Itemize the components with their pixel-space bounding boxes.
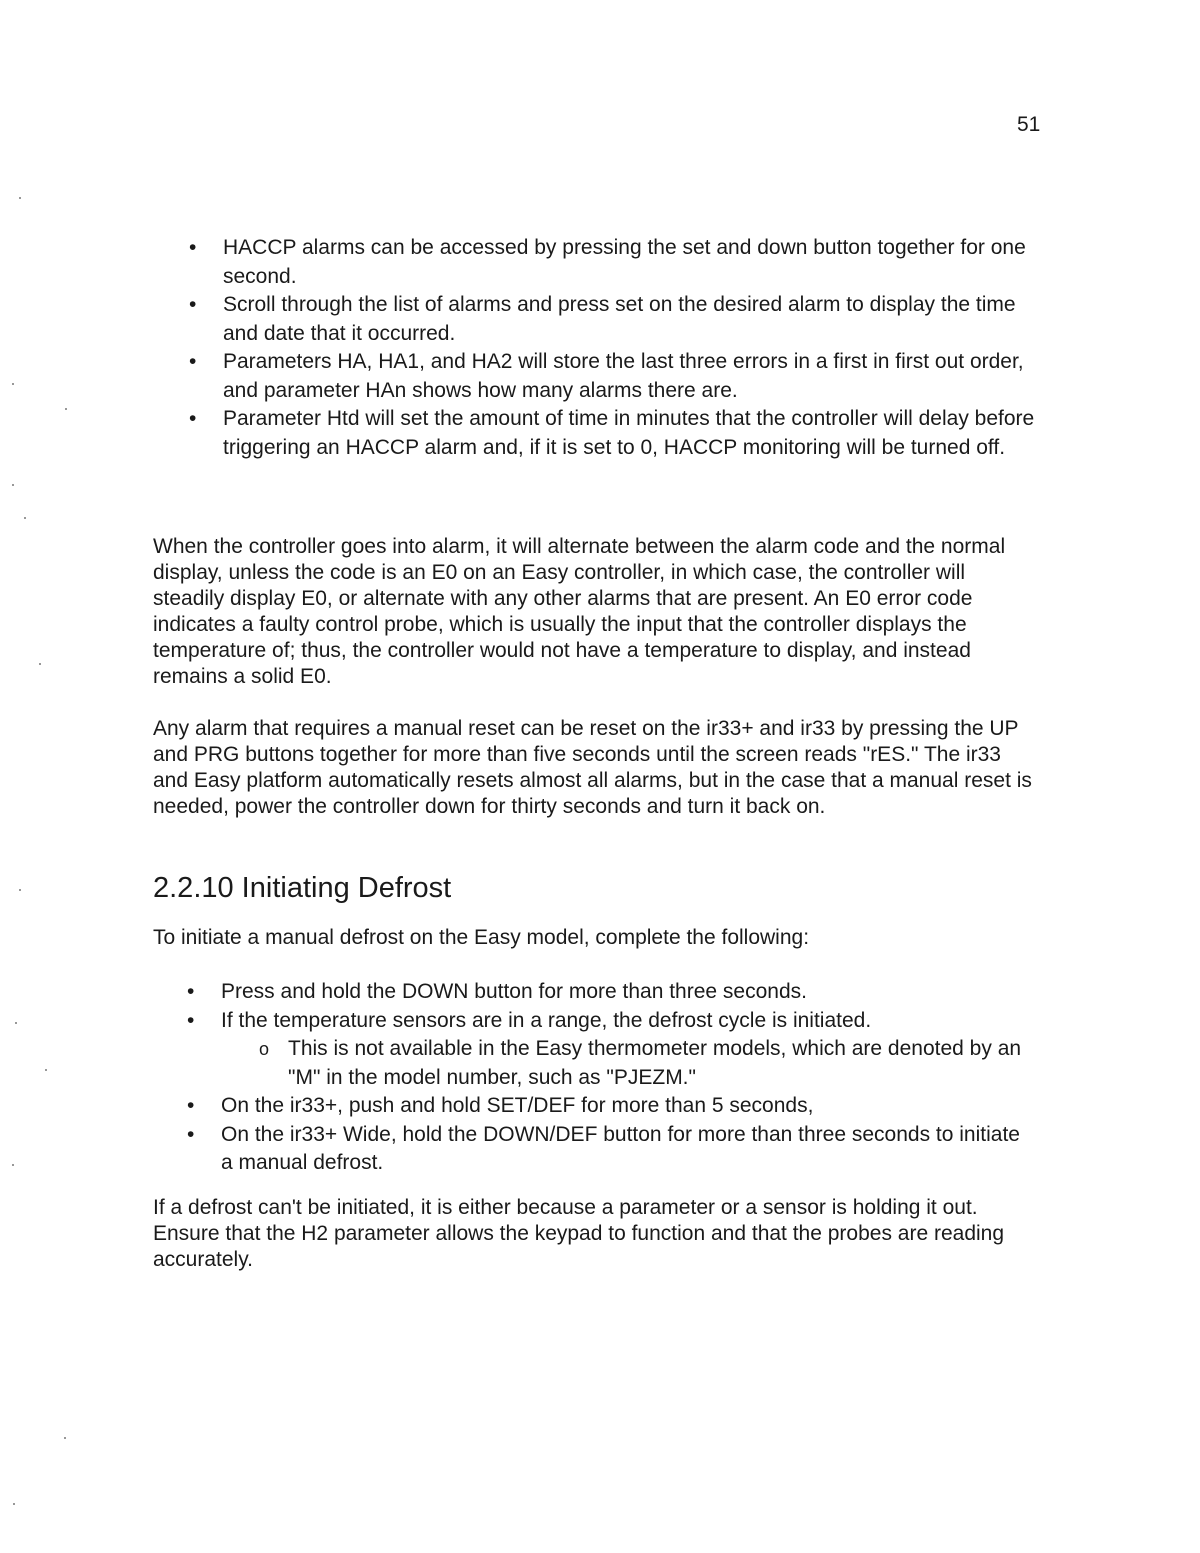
scan-speck (39, 663, 41, 665)
section-heading: 2.2.10 Initiating Defrost (153, 872, 452, 904)
scan-speck (12, 1164, 14, 1166)
defrost-intro: To initiate a manual defrost on the Easy model, complete the following: (153, 926, 810, 949)
hollow-bullet-icon: o (259, 1039, 270, 1059)
scan-speck (19, 197, 21, 199)
scan-speck (12, 484, 14, 486)
alarm-display-paragraph: When the controller goes into alarm, it will alternate between the alarm code and the normal display, unless the code is an E0 on an Easy controller, in which case, the controller will steadily display E0, or alternate with any other alarms that are present. An E0 error code indicates a faulty control probe, which is usually the input that the controller displays the temperature of; thus, the controller would not have a temperature to display, and instead remains a solid E0. (153, 535, 1006, 688)
list-item: • Press and hold the DOWN button for more than three seconds. (221, 978, 1036, 1007)
scan-speck (15, 1022, 17, 1024)
bullet-icon: • (189, 293, 197, 316)
list-item: • On the ir33+ Wide, hold the DOWN/DEF button for more than three seconds to initiate a manual defrost. (187, 1122, 1020, 1174)
scan-speck (24, 517, 26, 519)
bullet-icon: • (189, 407, 197, 430)
list-item: • If the temperature sensors are in a range, the defrost cycle is initiated. o This is not available in the Easy thermometer models, which are denoted by an "M" in the model number, such as "PJEZM." (221, 1007, 1036, 1093)
manual-reset-paragraph: Any alarm that requires a manual reset can be reset on the ir33+ and ir33 by pressing the UP and PRG buttons together for more than five seconds until the screen reads "rES." The ir33 and Easy platform automatically resets almost all alarms, but in the case that a manual reset is needed, power the controller down for thirty seconds and turn it back on. (153, 717, 1032, 818)
haccp-alarm-list (189, 234, 1038, 462)
scan-speck (64, 1437, 66, 1439)
bullet-icon: • (189, 350, 197, 373)
bullet-icon: • (187, 1094, 195, 1117)
scan-speck (12, 383, 14, 385)
list-item: • Parameter Htd will set the amount of time in minutes that the controller will delay before triggering an HACCP alarm and, if it is set to 0, HACCP monitoring will be turned off. (189, 407, 1035, 459)
scan-speck (13, 1503, 15, 1505)
list-item: • HACCP alarms can be accessed by pressing the set and down button together for one second. (189, 236, 1026, 288)
bullet-icon: • (189, 236, 197, 259)
list-item: • Scroll through the list of alarms and press set on the desired alarm to display the time and date that it occurred. (189, 293, 1016, 345)
bullet-icon: • (187, 1122, 195, 1146)
sub-list-item: o This is not available in the Easy thermometer models, which are denoted by an "M" in the model number, such as "PJEZM." (259, 1037, 1022, 1089)
defrost-steps-list (187, 978, 1036, 1178)
defrost-failure-paragraph: If a defrost can't be initiated, it is either because a parameter or a sensor is holding it out. Ensure that the H2 parameter allows the keypad to function and that the probes are reading accurately. (153, 1196, 1005, 1271)
scan-speck (19, 889, 21, 891)
list-item: • Parameters HA, HA1, and HA2 will store the last three errors in a first in first out order, and parameter HAn shows how many alarms there are. (189, 350, 1024, 402)
bullet-icon: • (187, 1008, 195, 1032)
list-item: • On the ir33+, push and hold SET/DEF for more than 5 seconds, (221, 1092, 1036, 1121)
scan-speck (65, 408, 67, 410)
page-number: 51 (1017, 113, 1041, 136)
bullet-icon: • (187, 980, 195, 1003)
scan-speck (45, 1069, 47, 1071)
